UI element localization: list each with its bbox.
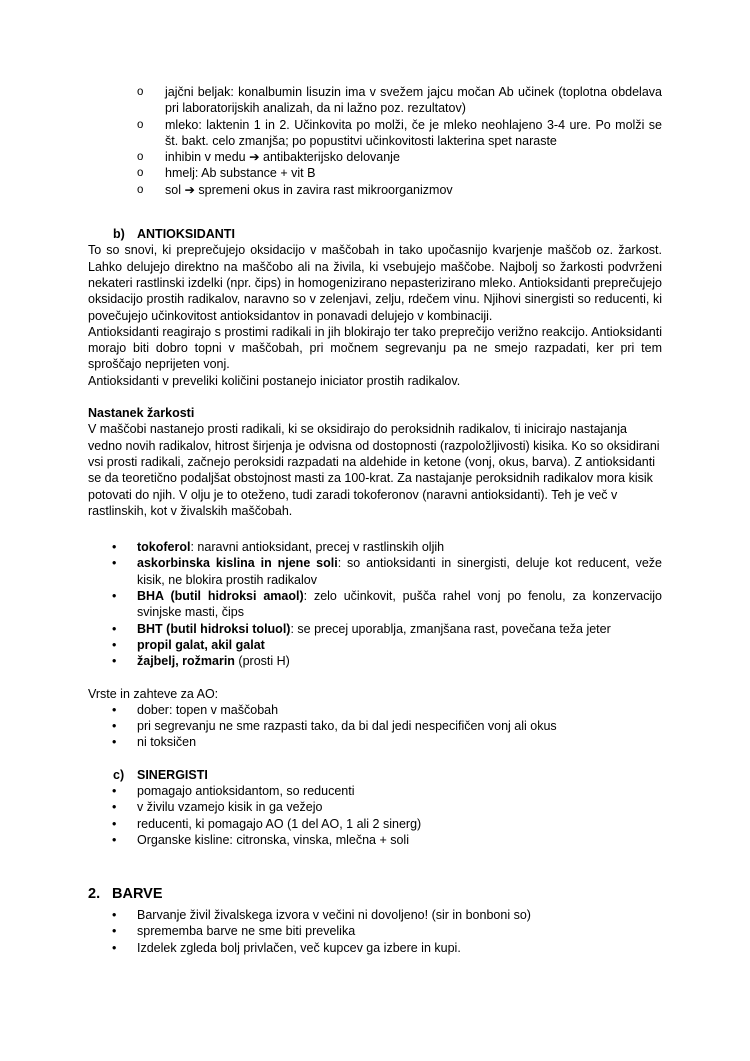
list-item (88, 637, 662, 653)
list-item-text (137, 589, 662, 619)
list-item-text: dober: topen v maščobah (137, 702, 279, 717)
dot-bullet-marker: • (112, 908, 117, 923)
section-2-title: BARVE (112, 886, 163, 903)
dot-bullet-marker: • (112, 654, 117, 669)
list-item-text: Barvanje živil živalskega izvora v večini ni dovoljeno! (sir in bonboni so) (137, 908, 531, 923)
list-item (88, 907, 662, 923)
list-item (88, 799, 662, 815)
list-item-text: Izdelek zgleda bolj privlačen, več kupcev ga izbere in kupi. (137, 940, 461, 955)
dot-bullet-marker: • (112, 924, 117, 939)
dot-bullet-marker: • (112, 783, 117, 798)
section-c-title: SINERGISTI (137, 767, 208, 782)
list-item-text (137, 540, 444, 554)
list-item (88, 588, 662, 621)
list-item (88, 816, 662, 832)
list-item (88, 940, 662, 956)
dot-bullet-marker: • (112, 556, 117, 571)
circle-bullet-marker: o (137, 118, 144, 131)
circle-bullet-marker: o (137, 167, 144, 180)
term-bold: askorbinska kislina in njene soli (137, 556, 338, 571)
list-item (88, 702, 662, 718)
paragraph-rancidity: V maščobi nastanejo prosti radikali, ki se oksidirajo do peroksidnih radikalov, ti inicirajo nastajanja vedno novih radikalov, hitrost širjenja je odvisna od dostopnosti (razpoložljivosti) kisika. Ko so oksidirani vsi prosti radikali, začnejo peroksidi razpadati na aldehide in ketone (vonj, okus, barva). Z antioksidanti se da teoretično podaljšat obstojnost masti za 100-krat. Za nastajanje peroksidnih radikalov mora kisik potovati do njih. V olju je to oteženo, tudi zaradi tokoferonov (naravni antioksidanti). Teh je več v rastlinskih, kot v živalskih maščobah. (88, 422, 660, 518)
list-item (88, 165, 662, 181)
dot-bullet-marker: • (112, 735, 117, 750)
circle-bullet-marker: o (137, 86, 144, 98)
colors-list (88, 907, 662, 956)
antioxidant-list (88, 539, 662, 669)
circle-bullet-marker: o (137, 183, 144, 196)
requirements-intro: Vrste in zahteve za AO: (88, 686, 219, 701)
dot-bullet-marker: • (112, 940, 117, 955)
term-bold: propil galat, akil galat (137, 637, 265, 652)
list-item-text (137, 622, 611, 636)
list-item-text: ni toksičen (137, 735, 197, 750)
dot-bullet-marker: • (112, 719, 117, 734)
term-rest: (prosti H) (234, 654, 290, 669)
list-item (88, 182, 662, 198)
dot-bullet-marker: • (112, 589, 117, 604)
list-item (88, 555, 662, 588)
term-rest: : so antioksidanti in sinergisti, deluje kot reducent, veže kisik, ne blokira prostih radikalov (137, 556, 662, 587)
synergist-list (88, 783, 662, 848)
paragraph-antioxidants-2: Antioksidanti reagirajo s prostimi radikali in jih blokirajo ter tako preprečijo verižno reakcijo. Antioksidanti morajo biti dobro topni v maščobah, pri močnem segrevanju pa ne smejo razpadati, ker pri tem sproščajo neprijeten vonj. (88, 324, 662, 372)
list-item-text: v živilu vzamejo kisik in ga vežejo (137, 800, 323, 815)
list-item-text (137, 638, 265, 652)
list-item (88, 149, 662, 165)
list-item-text: reducenti, ki pomagajo AO (1 del AO, 1 ali 2 sinerg) (137, 816, 422, 831)
list-item-text (137, 654, 290, 668)
list-item-text: mleko: laktenin 1 in 2. Učinkovita po molži, če je mleko neohlajeno 3-4 ure. Po molži se št. bakt. celo zmanjša; po popustitvi učinkovitosti lakterina spet naraste (165, 117, 662, 148)
section-c-heading (88, 767, 662, 783)
list-item-text: sprememba barve ne sme biti prevelika (137, 924, 356, 939)
paragraph-antioxidants-3: Antioksidanti v preveliki količini postanejo iniciator prostih radikalov. (88, 373, 461, 388)
list-item-text: jajčni beljak: konalbumin lisuzin ima v svežem jajcu močan Ab učinek (toplotna obdelava pri laboratorijskih analizah, da ni lažno poz. rezultatov) (165, 85, 662, 116)
list-item (88, 783, 662, 799)
term-bold: BHA (butil hidroksi amaol) (137, 589, 304, 604)
dot-bullet-marker: • (112, 621, 117, 636)
circle-bullet-marker: o (137, 151, 144, 164)
list-item (88, 734, 662, 750)
paragraph-antioxidants-1: To so snovi, ki preprečujejo oksidacijo v maščobah in tako upočasnijo kvarjenje maščob oz. žarkost. Lahko delujejo direktno na maščobo ali na živila, ki vsebujejo maščobe. Najbolj so žarkosti podvrženi nekateri rastlinski izdelki (npr. čips) in homogenizirano nepasterizirano mleko. Antioksidanti preprečujejo oksidacijo prostih radikalov, naravno so v zelenjavi, zelju, rdečem vinu. Njihovi sinergisti so reducenti, ki povečujejo učinkovitost antioksidantov in ponavadi delujejo v kombinaciji. (88, 243, 662, 323)
term-bold: BHT (butil hidroksi toluol) (137, 621, 291, 636)
dot-bullet-marker: • (112, 540, 117, 555)
list-item-text: hmelj: Ab substance + vit B (165, 166, 316, 181)
list-item-text (137, 556, 662, 586)
section-c-label: c) (113, 767, 125, 782)
rancidity-heading: Nastanek žarkosti (88, 406, 195, 421)
dot-bullet-marker: • (112, 832, 117, 847)
term-rest: : se precej uporablja, zmanjšana rast, povečana teža jeter (290, 621, 611, 636)
requirements-list (88, 702, 662, 751)
dot-bullet-marker: • (112, 800, 117, 815)
section-b-title: ANTIOKSIDANTI (137, 227, 235, 242)
list-item (88, 653, 662, 669)
dot-bullet-marker: • (112, 637, 117, 652)
term-bold: žajbelj, rožmarin (137, 654, 235, 669)
list-item (88, 84, 662, 117)
list-item (88, 117, 662, 150)
list-item (88, 832, 662, 848)
dot-bullet-marker: • (112, 816, 117, 831)
list-item-text: pomagajo antioksidantom, so reducenti (137, 783, 355, 798)
section-b-heading (88, 226, 662, 242)
list-item-text: sol ➔ spremeni okus in zavira rast mikroorganizmov (165, 182, 453, 197)
term-rest: : zelo učinkovit, pušča rahel vonj po fenolu, za konzervacijo svinjske masti, čips (137, 589, 662, 620)
list-item-text: Organske kisline: citronska, vinska, mlečna + soli (137, 832, 409, 847)
list-item (88, 923, 662, 939)
list-item-text: pri segrevanju ne sme razpasti tako, da bi dal jedi nespecifičen vonj ali okus (137, 719, 557, 734)
list-item-text: inhibin v medu ➔ antibakterijsko delovanje (165, 150, 400, 165)
intro-sub-list (88, 84, 662, 198)
section-2-heading (88, 884, 662, 904)
term-bold: tokoferol (137, 540, 191, 555)
list-item (88, 621, 662, 637)
section-b-label: b) (113, 227, 125, 242)
term-rest: : naravni antioksidant, precej v rastlinskih oljih (190, 540, 445, 555)
section-2-label: 2. (88, 886, 101, 903)
dot-bullet-marker: • (112, 702, 117, 717)
list-item (88, 539, 662, 555)
list-item (88, 718, 662, 734)
